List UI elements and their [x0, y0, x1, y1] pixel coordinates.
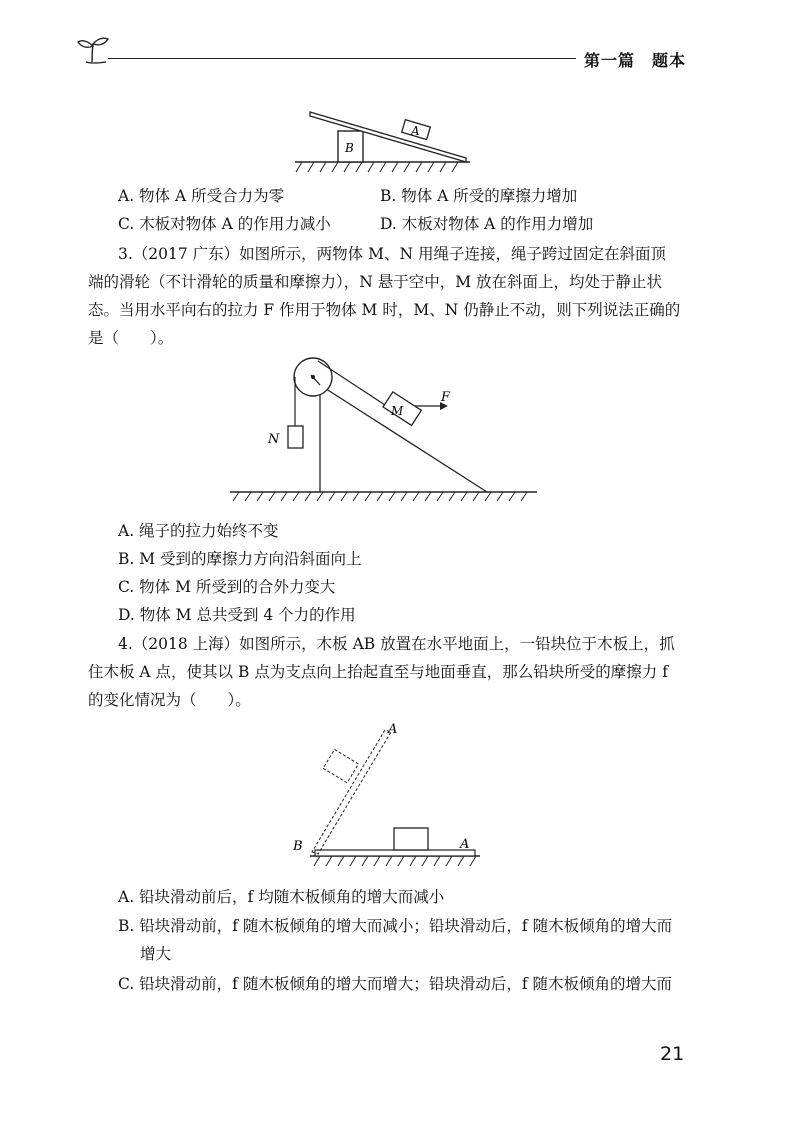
q2-option-c: C. 木板对物体 A 的作用力减小	[118, 215, 331, 233]
section-title: 第一篇 题本	[584, 51, 687, 70]
q2-option-d: D. 木板对物体 A 的作用力增加	[380, 215, 594, 233]
header-rule	[108, 58, 576, 59]
label-b: B	[345, 141, 354, 155]
q4-line-2: 住木板 A 点，使其以 B 点为支点向上抬起直至与地面垂直，那么铅块所受的摩擦力 f	[88, 663, 668, 681]
figure-pulley-incline	[225, 355, 545, 515]
q2-option-b: B. 物体 A 所受的摩擦力增加	[380, 187, 578, 205]
page-number: 21	[660, 1043, 685, 1065]
sprout-icon	[76, 34, 110, 64]
figure-incline-board	[290, 100, 480, 178]
q4-option-a: A. 铅块滑动前后，f 均随木板倾角的增大而减小	[118, 888, 445, 906]
label-a: A	[411, 124, 420, 138]
q4-line-3: 的变化情况为（ ）。	[88, 691, 251, 709]
q3-option-b: B. M 受到的摩擦力方向沿斜面向上	[118, 550, 362, 568]
q4-option-c-line-1: C. 铅块滑动前，f 随木板倾角的增大而增大；铅块滑动后，f 随木板倾角的增大而	[118, 975, 672, 993]
q4-option-b-line-1: B. 铅块滑动前，f 随木板倾角的增大而减小；铅块滑动后，f 随木板倾角的增大而	[118, 917, 673, 935]
q3-option-c: C. 物体 M 所受到的合外力变大	[118, 578, 336, 596]
label-a-end: A	[460, 837, 470, 852]
label-a-top: A	[388, 722, 398, 737]
q3-line-2: 端的滑轮（不计滑轮的质量和摩擦力），N 悬于空中，M 放在斜面上，均处于静止状	[88, 273, 663, 291]
q4-option-b-line-2: 增大	[140, 945, 172, 963]
q3-option-d: D. 物体 M 总共受到 4 个力的作用	[118, 606, 356, 624]
figure-raised-board	[290, 718, 490, 878]
q4-line-1: 4.（2018 上海）如图所示，木板 AB 放置在水平地面上，一铅块位于木板上，抓	[118, 635, 675, 653]
q2-option-a: A. 物体 A 所受合力为零	[118, 187, 285, 205]
label-b-pivot: B	[293, 839, 303, 854]
q3-line-1: 3.（2017 广东）如图所示，两物体 M、N 用绳子连接，绳子跨过固定在斜面顶	[118, 245, 666, 263]
q3-option-a: A. 绳子的拉力始终不变	[118, 522, 279, 540]
label-f: F	[441, 390, 451, 405]
q3-line-4: 是（ ）。	[88, 329, 174, 347]
label-n: N	[268, 432, 280, 447]
q3-line-3: 态。当用水平向右的拉力 F 作用于物体 M 时，M、N 仍静止不动，则下列说法正确的	[88, 301, 681, 319]
label-m: M	[391, 404, 404, 418]
